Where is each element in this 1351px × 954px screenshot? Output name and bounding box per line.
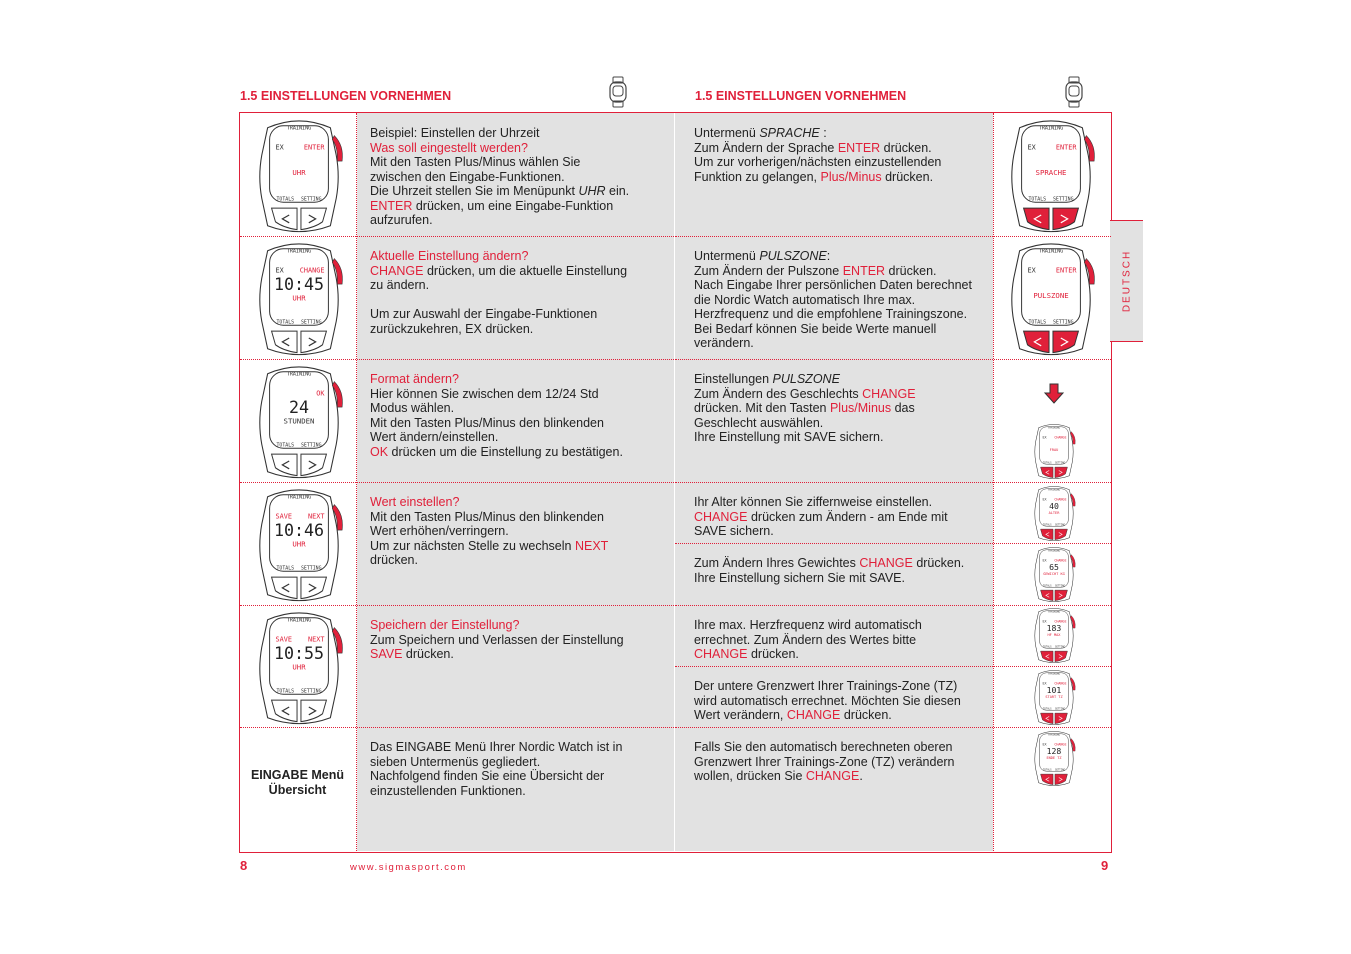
highlight-term: Aktuelle Einstellung ändern? bbox=[370, 249, 529, 263]
text-line bbox=[694, 336, 994, 351]
watch-icon bbox=[608, 76, 628, 108]
text-segment: Beispiel: Einstellen der Uhrzeit bbox=[370, 126, 540, 140]
highlight-term: SAVE bbox=[370, 647, 403, 661]
text-segment: : bbox=[819, 126, 827, 140]
watch-screen bbox=[1022, 126, 1081, 202]
watch-label-setting: SETTING bbox=[1052, 196, 1074, 203]
watch-label-training: TRAINING bbox=[286, 617, 312, 624]
watch-display bbox=[1030, 484, 1078, 543]
left-section-header: 1.5 EINSTELLUNGEN VORNEHMEN bbox=[240, 89, 452, 103]
row-separator bbox=[675, 727, 1111, 728]
text-line bbox=[370, 322, 670, 337]
instruction-text bbox=[370, 495, 670, 568]
text-segment: . bbox=[859, 769, 863, 783]
row-separator bbox=[240, 482, 674, 483]
text-line bbox=[370, 401, 670, 416]
text-line bbox=[370, 372, 670, 387]
text-line bbox=[370, 126, 670, 141]
highlight-term: ENTER bbox=[842, 263, 886, 278]
watch-label-training: TRAINING bbox=[286, 248, 312, 255]
text-line bbox=[370, 155, 670, 170]
watch-label-totals: TOTALS bbox=[1042, 707, 1052, 711]
text-segment: Ihr Alter können Sie ziffernweise einstellen. bbox=[694, 495, 933, 509]
watch-display bbox=[1030, 606, 1078, 665]
instruction-text bbox=[694, 556, 994, 585]
down-arrow-icon bbox=[1042, 382, 1066, 406]
text-line bbox=[694, 633, 994, 648]
watch-right-label: CHANGE bbox=[1054, 558, 1067, 563]
text-segment: : bbox=[826, 249, 831, 263]
text-line bbox=[694, 571, 994, 586]
text-line bbox=[694, 401, 994, 416]
row-separator bbox=[675, 666, 1111, 667]
row-separator bbox=[675, 543, 1111, 544]
highlight-term: Was soll eingestellt werden? bbox=[370, 140, 528, 155]
highlight-term: CHANGE bbox=[862, 386, 916, 401]
text-line bbox=[370, 495, 670, 510]
text-segment: das bbox=[891, 401, 915, 415]
watch-right-label: ENTER bbox=[1055, 143, 1077, 152]
watch-label-totals: TOTALS bbox=[1042, 461, 1052, 465]
instruction-text bbox=[370, 618, 670, 662]
highlight-term: CHANGE bbox=[694, 509, 748, 524]
text-line bbox=[370, 170, 670, 185]
text-line bbox=[694, 372, 994, 387]
text-segment: drücken. bbox=[370, 553, 418, 567]
text-line bbox=[370, 213, 670, 228]
watch-label-training: TRAINING bbox=[1048, 610, 1060, 614]
text-line bbox=[694, 322, 994, 337]
watch-label-training: TRAINING bbox=[1048, 733, 1060, 737]
highlight-term: Wert einstellen? bbox=[370, 495, 460, 509]
text-segment: Zum Ändern der Pulszone bbox=[694, 263, 843, 278]
text-segment: Mit den Tasten Plus/Minus wählen Sie bbox=[370, 155, 581, 169]
text-segment: Mit den Tasten Plus/Minus den blinkenden bbox=[370, 415, 604, 430]
instruction-text bbox=[694, 126, 994, 184]
watch-mode-label: UHR bbox=[292, 539, 306, 549]
text-line bbox=[694, 126, 994, 141]
text-segment: drücken, um die aktuelle Einstellung bbox=[423, 263, 628, 278]
text-line bbox=[370, 184, 670, 199]
watch-label-totals: TOTALS bbox=[1028, 319, 1047, 326]
text-segment: zwischen den Eingabe-Funktionen. bbox=[370, 169, 565, 184]
text-line bbox=[694, 141, 994, 156]
menu-term: SPRACHE bbox=[759, 126, 820, 140]
text-line bbox=[694, 618, 994, 633]
watch-right-label: CHANGE bbox=[299, 266, 325, 275]
text-segment: Zum Ändern Ihres Gewichtes bbox=[694, 556, 860, 570]
text-line bbox=[370, 539, 670, 554]
watch-label-totals: TOTALS bbox=[1042, 584, 1052, 588]
watch-display bbox=[1002, 239, 1100, 359]
text-segment: Geschlecht auswählen. bbox=[694, 415, 824, 430]
text-segment: drücken. bbox=[885, 263, 937, 278]
watch-label-training: TRAINING bbox=[1038, 248, 1064, 255]
watch-label-setting: SETTING bbox=[300, 565, 322, 572]
text-line bbox=[694, 556, 994, 571]
text-line bbox=[694, 249, 994, 264]
text-line bbox=[370, 387, 670, 402]
instruction-text bbox=[370, 372, 670, 459]
text-segment: Herzfrequenz und die empfohlene Trainingszone. bbox=[694, 307, 968, 321]
text-segment: drücken um die Einstellung zu bestätigen. bbox=[388, 444, 623, 459]
text-line bbox=[694, 430, 994, 445]
text-segment: die Nordic Watch automatisch Ihre max. bbox=[694, 292, 916, 307]
watch-label-training: TRAINING bbox=[286, 125, 312, 132]
text-segment: Untermenü bbox=[694, 126, 760, 140]
text-segment: wollen, drücken Sie bbox=[694, 769, 806, 783]
text-segment: Grenzwert Ihrer Trainings-Zone (TZ) verändern bbox=[694, 754, 955, 769]
text-line bbox=[370, 249, 670, 264]
text-segment: Zum Speichern und Verlassen der Einstellung bbox=[370, 632, 624, 647]
watch-big-value: 10:45 bbox=[273, 274, 325, 294]
text-segment: Ihre Einstellung sichern Sie mit SAVE. bbox=[694, 570, 905, 585]
text-line bbox=[694, 170, 994, 185]
right-page-number: 9 bbox=[1101, 858, 1109, 873]
text-segment: drücken. bbox=[880, 140, 932, 155]
text-segment: Die Uhrzeit stellen Sie im Menüpunkt bbox=[370, 184, 579, 198]
watch-display bbox=[1002, 116, 1100, 236]
text-segment: Ihre Einstellung mit SAVE sichern. bbox=[694, 430, 884, 444]
watch-big-value: 65 bbox=[1049, 561, 1059, 572]
watch-label-setting: SETTING bbox=[1055, 768, 1066, 772]
instruction-text bbox=[694, 372, 994, 445]
overview-label: EINGABE Menü Übersicht bbox=[250, 768, 345, 797]
highlight-term: CHANGE bbox=[370, 263, 424, 278]
text-segment: drücken, um eine Eingabe-Funktion bbox=[412, 198, 614, 213]
text-segment: zu ändern. bbox=[370, 278, 430, 292]
text-segment: Falls Sie den automatisch berechneten oberen bbox=[694, 740, 953, 754]
text-line bbox=[370, 307, 670, 322]
watch-left-label: EX bbox=[1042, 435, 1047, 440]
text-segment: verändern. bbox=[694, 336, 754, 350]
instruction-text bbox=[694, 740, 994, 784]
watch-screen bbox=[270, 126, 329, 202]
watch-display bbox=[1030, 422, 1078, 481]
highlight-term: NEXT bbox=[574, 538, 609, 553]
watch-label-totals: TOTALS bbox=[276, 442, 295, 449]
text-line bbox=[370, 141, 670, 156]
text-segment: Nachfolgend finden Sie eine Übersicht der bbox=[370, 769, 605, 783]
text-line bbox=[694, 307, 994, 322]
watch-left-label: SAVE bbox=[275, 635, 292, 644]
watch-mode-label: UHR bbox=[292, 293, 306, 303]
watch-mode-label: ALTER bbox=[1048, 511, 1060, 516]
watch-label-training: TRAINING bbox=[1048, 549, 1060, 553]
text-segment: wird automatisch errechnet. Möchten Sie diesen bbox=[694, 693, 961, 708]
text-segment: drücken. bbox=[881, 169, 934, 184]
text-line bbox=[370, 445, 670, 460]
instruction-text bbox=[370, 740, 670, 798]
text-segment: Wert ändern/einstellen. bbox=[370, 430, 499, 444]
text-segment: Wert verändern, bbox=[694, 708, 787, 722]
text-segment: Funktion zu gelangen, bbox=[694, 169, 821, 184]
watch-display bbox=[250, 239, 348, 359]
text-line bbox=[694, 278, 994, 293]
text-line bbox=[370, 510, 670, 525]
text-segment: Ihre max. Herzfrequenz wird automatisch bbox=[694, 618, 922, 632]
watch-right-label: CHANGE bbox=[1054, 681, 1067, 686]
text-segment: drücken. bbox=[402, 647, 454, 661]
website-url: www.sigmasport.com bbox=[350, 862, 467, 873]
watch-mode-label: STUNDEN bbox=[283, 416, 315, 426]
watch-display bbox=[250, 362, 348, 482]
watch-label-training: TRAINING bbox=[286, 371, 312, 378]
watch-left-label: EX bbox=[1027, 266, 1036, 275]
text-line bbox=[370, 553, 670, 568]
instruction-text bbox=[694, 618, 994, 662]
watch-label-totals: TOTALS bbox=[276, 565, 295, 572]
highlight-term: ENTER bbox=[837, 140, 881, 155]
watch-big-value: 40 bbox=[1049, 500, 1059, 511]
highlight-term: OK bbox=[370, 444, 389, 459]
watch-right-label: ENTER bbox=[1055, 266, 1077, 275]
highlight-term: Speichern der Einstellung? bbox=[370, 618, 520, 632]
highlight-term: Plus/Minus bbox=[829, 401, 892, 415]
menu-term: PULSZONE bbox=[772, 372, 840, 386]
menu-term: UHR bbox=[578, 184, 606, 198]
menu-term: PULSZONE bbox=[759, 249, 827, 263]
row-separator bbox=[240, 727, 674, 728]
highlight-term: CHANGE bbox=[859, 556, 913, 570]
watch-mode-label: ENDE TZ bbox=[1046, 756, 1062, 761]
text-line bbox=[694, 740, 994, 755]
text-line bbox=[694, 769, 994, 784]
text-line bbox=[370, 430, 670, 445]
watch-label-setting: SETTING bbox=[1055, 461, 1066, 465]
watch-big-value: 128 bbox=[1046, 745, 1062, 756]
text-segment: Um zur vorherigen/nächsten einzustellenden bbox=[694, 155, 942, 169]
watch-label-training: TRAINING bbox=[1048, 426, 1060, 430]
text-line bbox=[694, 708, 994, 723]
watch-right-label: CHANGE bbox=[1054, 435, 1067, 440]
instruction-text bbox=[694, 495, 994, 539]
watch-label-totals: TOTALS bbox=[276, 688, 295, 695]
watch-left-label: EX bbox=[1042, 742, 1047, 747]
watch-big-value: 24 bbox=[288, 397, 310, 417]
instruction-text bbox=[694, 249, 994, 351]
text-line bbox=[694, 293, 994, 308]
text-segment: drücken. bbox=[747, 647, 799, 661]
text-segment: Hier können Sie zwischen dem 12/24 Std bbox=[370, 386, 599, 401]
text-segment: Um zur nächsten Stelle zu wechseln bbox=[370, 538, 575, 553]
row-separator bbox=[240, 359, 674, 360]
instruction-text bbox=[370, 126, 670, 228]
text-segment: aufzurufen. bbox=[370, 213, 433, 227]
text-line bbox=[370, 293, 670, 308]
text-segment: errechnet. Zum Ändern des Wertes bitte bbox=[694, 632, 917, 647]
watch-mode-label: HF MAX bbox=[1047, 633, 1061, 638]
watch-label-setting: SETTING bbox=[1055, 707, 1066, 711]
text-segment: Zum Ändern der Sprache bbox=[694, 140, 838, 155]
watch-left-label: EX bbox=[275, 266, 284, 275]
watch-left-label: EX bbox=[1042, 497, 1047, 502]
watch-label-totals: TOTALS bbox=[276, 319, 295, 326]
text-line bbox=[694, 387, 994, 402]
watch-right-label: ENTER bbox=[303, 143, 325, 152]
highlight-term: CHANGE bbox=[694, 647, 748, 661]
text-segment: sieben Untermenüs gegliedert. bbox=[370, 754, 541, 769]
text-line bbox=[694, 755, 994, 770]
watch-left-label: EX bbox=[1027, 143, 1036, 152]
right-section-header: 1.5 EINSTELLUNGEN VORNEHMEN bbox=[695, 89, 907, 103]
highlight-term: Format ändern? bbox=[370, 372, 459, 386]
language-tab: DEUTSCH bbox=[1110, 220, 1143, 342]
text-line bbox=[370, 755, 670, 770]
text-line bbox=[370, 618, 670, 633]
watch-left-label: SAVE bbox=[275, 512, 292, 521]
watch-label-totals: TOTALS bbox=[1042, 523, 1052, 527]
watch-left-label: EX bbox=[1042, 681, 1047, 686]
watch-mode-label: SPRACHE bbox=[1035, 167, 1067, 177]
text-segment: drücken. Mit den Tasten bbox=[694, 401, 830, 415]
highlight-term: ENTER bbox=[370, 198, 413, 213]
row-separator bbox=[675, 359, 1111, 360]
text-segment: Wert erhöhen/verringern. bbox=[370, 524, 509, 538]
text-line bbox=[694, 679, 994, 694]
instruction-text bbox=[370, 249, 670, 336]
watch-label-training: TRAINING bbox=[1048, 488, 1060, 492]
watch-right-label: CHANGE bbox=[1054, 742, 1067, 747]
watch-label-setting: SETTING bbox=[1055, 523, 1066, 527]
left-page-number: 8 bbox=[240, 858, 248, 873]
watch-label-setting: SETTING bbox=[300, 319, 322, 326]
text-segment: drücken zum Ändern - am Ende mit bbox=[747, 509, 948, 524]
watch-label-setting: SETTING bbox=[1055, 584, 1066, 588]
highlight-term: CHANGE bbox=[786, 708, 841, 722]
watch-right-label: CHANGE bbox=[1054, 497, 1067, 502]
text-line bbox=[694, 416, 994, 431]
watch-display bbox=[1030, 668, 1078, 727]
watch-right-label: OK bbox=[316, 389, 325, 398]
text-segment: zurückzukehren, EX drücken. bbox=[370, 321, 534, 336]
watch-right-label: NEXT bbox=[307, 512, 325, 521]
text-line bbox=[370, 769, 670, 784]
watch-big-value: 101 bbox=[1046, 684, 1062, 695]
watch-left-label: EX bbox=[275, 143, 284, 152]
text-segment: Bei Bedarf können Sie beide Werte manuell bbox=[694, 321, 937, 336]
watch-label-totals: TOTALS bbox=[276, 196, 295, 203]
text-segment: Um zur Auswahl der Eingabe-Funktionen bbox=[370, 307, 598, 321]
text-line bbox=[370, 740, 670, 755]
row-separator bbox=[675, 482, 1111, 483]
watch-mode-label: UHR bbox=[292, 662, 306, 672]
watch-screen bbox=[1040, 427, 1069, 464]
watch-display bbox=[250, 485, 348, 605]
watch-mode-label: UHR bbox=[292, 167, 306, 177]
watch-mode-label: START TZ bbox=[1045, 695, 1063, 700]
watch-display bbox=[1030, 729, 1078, 788]
text-line bbox=[370, 524, 670, 539]
text-line bbox=[694, 694, 994, 709]
watch-label-setting: SETTING bbox=[300, 196, 322, 203]
text-line bbox=[370, 278, 670, 293]
watch-left-label: EX bbox=[1042, 558, 1047, 563]
watch-display bbox=[250, 116, 348, 236]
text-line bbox=[694, 264, 994, 279]
text-line bbox=[370, 633, 670, 648]
text-line bbox=[694, 524, 994, 539]
text-segment: Der untere Grenzwert Ihrer Trainings-Zone (TZ) bbox=[694, 679, 958, 693]
watch-left-label: EX bbox=[1042, 619, 1047, 624]
watch-right-label: NEXT bbox=[307, 635, 325, 644]
watch-big-value: 183 bbox=[1046, 622, 1062, 633]
watch-label-totals: TOTALS bbox=[1028, 196, 1047, 203]
watch-big-value: 10:46 bbox=[273, 520, 325, 540]
text-segment: Nach Eingabe Ihrer persönlichen Daten berechnet bbox=[694, 278, 972, 292]
watch-icon bbox=[1064, 76, 1084, 108]
watch-label-setting: SETTING bbox=[300, 688, 322, 695]
text-segment: SAVE sichern. bbox=[694, 524, 774, 538]
watch-screen bbox=[1022, 249, 1081, 325]
text-segment: drücken. bbox=[840, 708, 892, 722]
watch-label-training: TRAINING bbox=[1038, 125, 1064, 132]
text-segment: Untermenü bbox=[694, 249, 760, 263]
text-line bbox=[370, 416, 670, 431]
text-segment: Zum Ändern des Geschlechts bbox=[694, 386, 863, 401]
text-segment: Das EINGABE Menü Ihrer Nordic Watch ist in bbox=[370, 740, 623, 754]
text-line bbox=[694, 155, 994, 170]
watch-big-value: 10:55 bbox=[273, 643, 325, 663]
watch-label-totals: TOTALS bbox=[1042, 768, 1052, 772]
watch-label-setting: SETTING bbox=[1052, 319, 1074, 326]
watch-label-setting: SETTING bbox=[300, 442, 322, 449]
watch-right-label: CHANGE bbox=[1054, 619, 1067, 624]
watch-label-training: TRAINING bbox=[286, 494, 312, 501]
highlight-term: CHANGE bbox=[805, 769, 860, 783]
watch-mode-label: GEWICHT KG bbox=[1043, 572, 1065, 577]
text-segment: Mit den Tasten Plus/Minus den blinkenden bbox=[370, 509, 604, 524]
text-line bbox=[370, 199, 670, 214]
text-line bbox=[370, 784, 670, 799]
row-separator bbox=[240, 605, 674, 606]
text-line bbox=[370, 264, 670, 279]
text-line bbox=[694, 510, 994, 525]
row-separator bbox=[240, 236, 674, 237]
text-line bbox=[370, 647, 670, 662]
watch-mode-label: PULSZONE bbox=[1033, 290, 1069, 300]
watch-display bbox=[250, 608, 348, 728]
text-segment: Einstellungen bbox=[694, 372, 773, 386]
highlight-term: Plus/Minus bbox=[820, 169, 882, 184]
instruction-text bbox=[694, 679, 994, 723]
text-line bbox=[694, 495, 994, 510]
row-separator bbox=[675, 236, 1111, 237]
watch-label-totals: TOTALS bbox=[1042, 645, 1052, 649]
watch-mode-label: FRAU bbox=[1049, 447, 1059, 452]
watch-display bbox=[1030, 545, 1078, 604]
text-segment: ein. bbox=[605, 184, 630, 198]
watch-label-setting: SETTING bbox=[1055, 645, 1066, 649]
text-line bbox=[694, 647, 994, 662]
text-segment: einzustellenden Funktionen. bbox=[370, 783, 526, 798]
text-segment: Modus wählen. bbox=[370, 401, 455, 415]
text-segment: drücken. bbox=[912, 556, 965, 570]
watch-label-training: TRAINING bbox=[1048, 672, 1060, 676]
